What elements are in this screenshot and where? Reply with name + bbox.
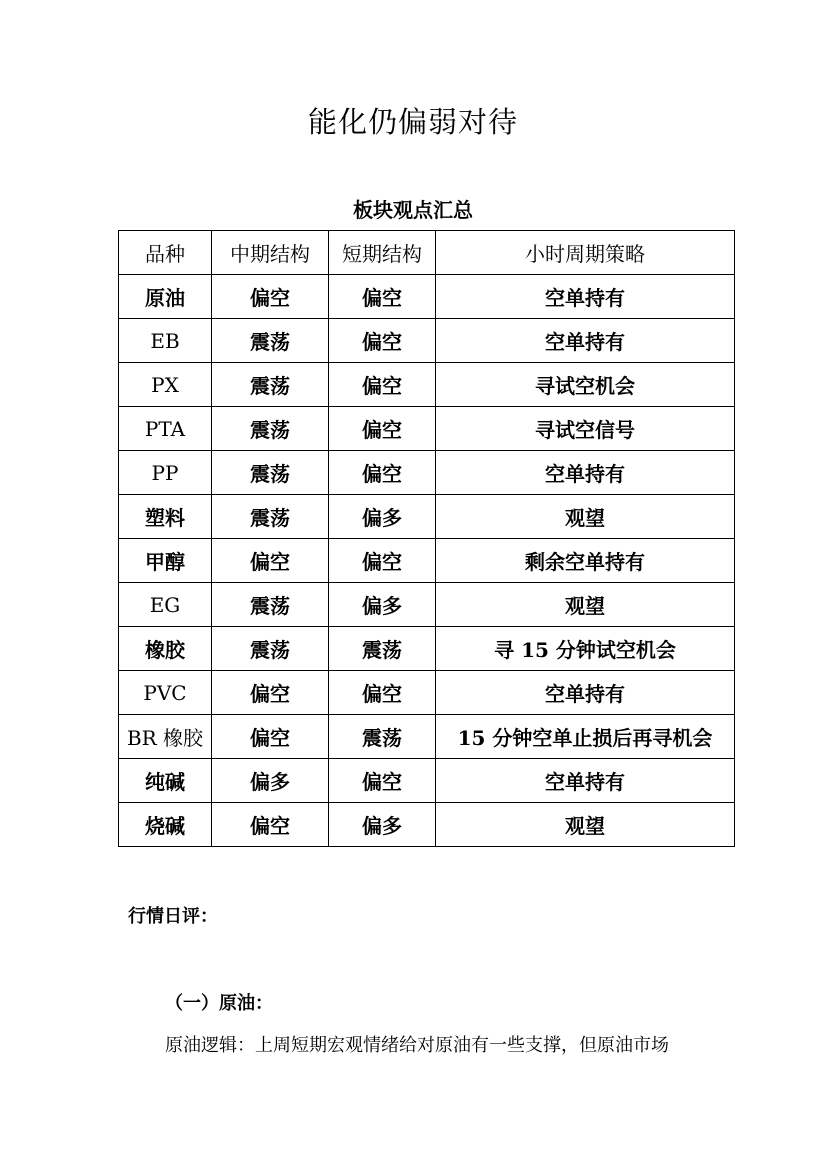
cell-strategy: 15 分钟空单止损后再寻机会 (436, 715, 735, 759)
cell-strategy: 空单持有 (436, 451, 735, 495)
table-row (119, 583, 735, 627)
cell-short-term: 偏空 (329, 759, 436, 803)
cell-variety: EB (119, 319, 212, 363)
cell-mid-term: 震荡 (212, 407, 329, 451)
cell-mid-term: 偏空 (212, 803, 329, 847)
cell-mid-term: 震荡 (212, 319, 329, 363)
crude-oil-paragraph: 原油逻辑：上周短期宏观情绪给对原油有一些支撑，但原油市场 (165, 1035, 669, 1056)
cell-mid-term: 偏空 (212, 275, 329, 319)
cell-strategy: 寻 15 分钟试空机会 (436, 627, 735, 671)
cell-strategy: 观望 (436, 495, 735, 539)
cell-strategy: 空单持有 (436, 759, 735, 803)
table-row (119, 803, 735, 847)
table-row (119, 451, 735, 495)
cell-mid-term: 偏空 (212, 671, 329, 715)
cell-mid-term: 偏多 (212, 759, 329, 803)
cell-strategy: 剩余空单持有 (436, 539, 735, 583)
cell-variety: 甲醇 (119, 539, 212, 583)
cell-mid-term: 震荡 (212, 451, 329, 495)
cell-short-term: 偏多 (329, 495, 436, 539)
cell-variety: BR 橡胶 (119, 715, 212, 759)
cell-variety: EG (119, 583, 212, 627)
cell-mid-term: 偏空 (212, 715, 329, 759)
cell-strategy: 观望 (436, 803, 735, 847)
cell-variety: PX (119, 363, 212, 407)
header-variety: 品种 (119, 231, 212, 275)
cell-strategy: 空单持有 (436, 275, 735, 319)
cell-mid-term: 震荡 (212, 583, 329, 627)
summary-table (118, 230, 735, 847)
cell-short-term: 偏空 (329, 539, 436, 583)
header-mid-term: 中期结构 (212, 231, 329, 275)
table-row (119, 407, 735, 451)
cell-mid-term: 偏空 (212, 539, 329, 583)
header-short-term: 短期结构 (329, 231, 436, 275)
market-review-label: 行情日评： (128, 906, 218, 927)
cell-short-term: 偏空 (329, 407, 436, 451)
cell-short-term: 偏空 (329, 671, 436, 715)
cell-short-term: 震荡 (329, 715, 436, 759)
table-row (119, 759, 735, 803)
cell-short-term: 震荡 (329, 627, 436, 671)
cell-strategy: 寻试空机会 (436, 363, 735, 407)
summary-table-title: 板块观点汇总 (353, 198, 473, 222)
table-row (119, 539, 735, 583)
table-row (119, 671, 735, 715)
cell-variety: PVC (119, 671, 212, 715)
cell-short-term: 偏多 (329, 803, 436, 847)
cell-short-term: 偏空 (329, 319, 436, 363)
cell-variety: 塑料 (119, 495, 212, 539)
cell-short-term: 偏多 (329, 583, 436, 627)
cell-strategy: 观望 (436, 583, 735, 627)
table-header-row (119, 231, 735, 275)
document-title: 能化仍偏弱对待 (307, 105, 518, 139)
cell-variety: PTA (119, 407, 212, 451)
cell-mid-term: 震荡 (212, 627, 329, 671)
crude-oil-heading: （一）原油： (165, 993, 273, 1014)
table-row (119, 363, 735, 407)
cell-variety: 纯碱 (119, 759, 212, 803)
table-row (119, 715, 735, 759)
cell-mid-term: 震荡 (212, 495, 329, 539)
cell-short-term: 偏空 (329, 275, 436, 319)
header-hourly-strategy: 小时周期策略 (436, 231, 735, 275)
table-row (119, 275, 735, 319)
cell-strategy: 空单持有 (436, 671, 735, 715)
cell-mid-term: 震荡 (212, 363, 329, 407)
cell-strategy: 空单持有 (436, 319, 735, 363)
table-row (119, 627, 735, 671)
cell-variety: 烧碱 (119, 803, 212, 847)
cell-short-term: 偏空 (329, 451, 436, 495)
table-row (119, 495, 735, 539)
cell-variety: 橡胶 (119, 627, 212, 671)
cell-variety: 原油 (119, 275, 212, 319)
cell-variety: PP (119, 451, 212, 495)
cell-strategy: 寻试空信号 (436, 407, 735, 451)
table-row (119, 319, 735, 363)
cell-short-term: 偏空 (329, 363, 436, 407)
